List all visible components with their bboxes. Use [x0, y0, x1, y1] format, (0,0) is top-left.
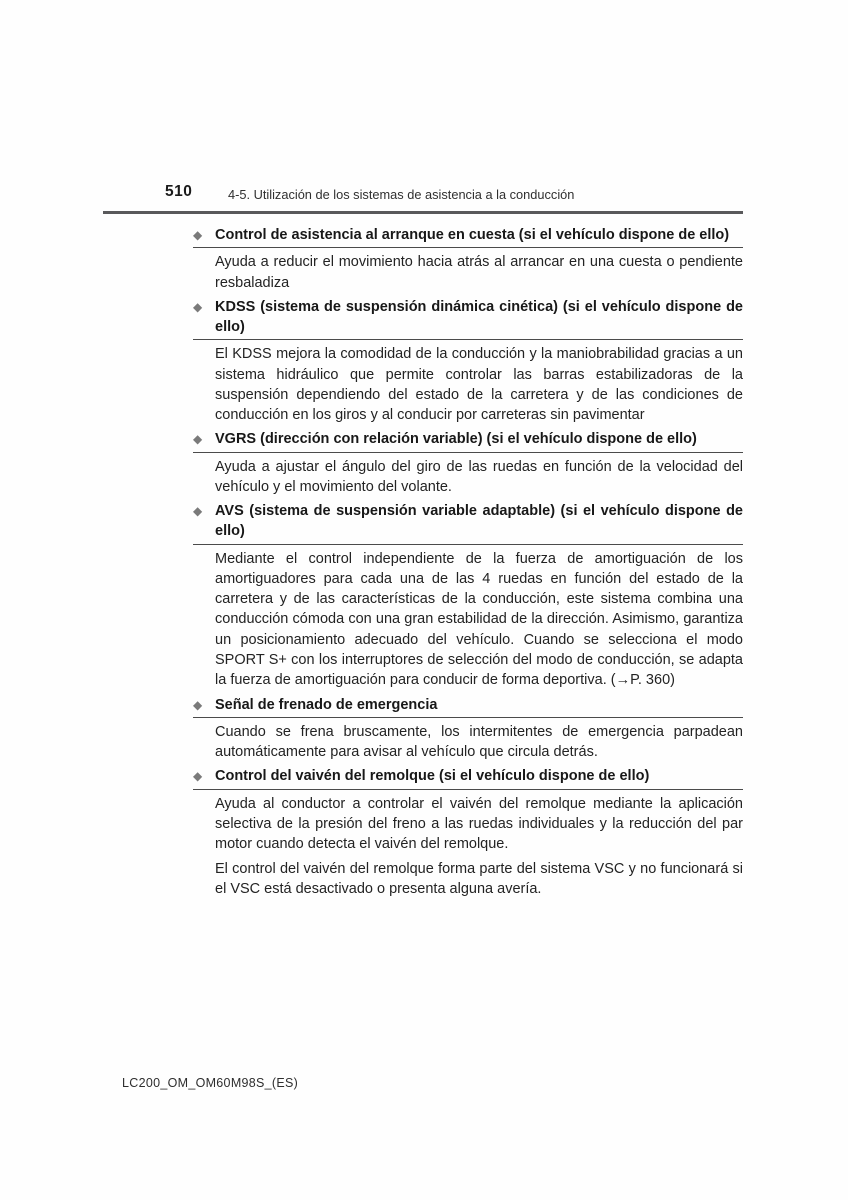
- paragraph: Ayuda al conductor a controlar el vaivén del remolque mediante la aplicación selectiva de la presión del freno a las ruedas individuales y la reducción del par motor cuando detecta el vaivén del remolque.: [215, 795, 743, 853]
- section-body: [215, 344, 743, 425]
- section-heading-text: VGRS (dirección con relación variable) (si el vehículo dispone de ello): [215, 431, 697, 448]
- paragraph: El control del vaivén del remolque forma parte del sistema VSC y no funcionará si el VSC está desactivado o presenta alguna avería.: [215, 860, 743, 897]
- paragraph: Ayuda a reducir el movimiento hacia atrás al arrancar en una cuesta o pendiente resbaladiza: [215, 254, 743, 291]
- diamond-bullet-icon: ◆: [193, 432, 203, 447]
- section-heading: [193, 695, 743, 718]
- manual-section: [193, 695, 743, 763]
- diamond-bullet-icon: ◆: [193, 504, 203, 519]
- paragraph: Cuando se frena bruscamente, los intermitentes de emergencia parpadean automáticamente para avisar al vehículo que circula detrás.: [215, 723, 743, 761]
- section-heading-text: Control del vaivén del remolque (si el vehículo dispone de ello): [215, 768, 650, 785]
- paragraph: El KDSS mejora la comodidad de la conducción y la maniobrabilidad gracias a un sistema hidráulico que permite controlar las barras estabilizadoras de la suspensión dependiendo del estado de la carretera y de las condiciones de conducción en los giros y al conducir por carreteras sin pavimentar: [215, 346, 743, 424]
- section-heading-text: Control de asistencia al arranque en cuesta (si el vehículo dispone de ello): [215, 227, 730, 243]
- section-body: [215, 457, 743, 498]
- content: [193, 225, 743, 899]
- section-heading-text: KDSS (sistema de suspensión dinámica cinética) (si el vehículo dispone de ello): [215, 298, 743, 335]
- diamond-bullet-icon: ◆: [193, 769, 203, 784]
- footer-document-code: LC200_OM_OM60M98S_(ES): [122, 1076, 299, 1090]
- section-body: [215, 252, 743, 293]
- header-rule: [103, 211, 743, 214]
- section-heading: [193, 225, 743, 248]
- section-heading: [193, 429, 743, 452]
- section-heading: [193, 501, 743, 544]
- section-heading: [193, 766, 743, 789]
- section-heading-text: AVS (sistema de suspensión variable adaptable) (si el vehículo dispone de ello): [215, 503, 743, 540]
- paragraph: Mediante el control independiente de la fuerza de amortiguación de los amortiguadores para cada una de las 4 ruedas en función del estado de la carretera y de las características de la conducción, este sistema combina una conducción cómoda con una gran estabilidad de la dirección. Asimismo, garantiza un posicionamiento adecuado del vehículo. Cuando se selecciona el modo SPORT S+ con los interruptores de selección del modo de conducción, se adapta la fuerza de amortiguación para conducir de forma deportiva. (→P. 360): [215, 550, 743, 689]
- section-body: [215, 722, 743, 763]
- manual-section: [193, 501, 743, 690]
- diamond-bullet-icon: ◆: [193, 228, 203, 242]
- chapter-header: 4-5. Utilización de los sistemas de asistencia a la conducción: [228, 187, 575, 202]
- diamond-bullet-icon: ◆: [193, 299, 203, 314]
- manual-section: [193, 297, 743, 426]
- section-heading-text: Señal de frenado de emergencia: [215, 696, 438, 713]
- paragraph: Ayuda a ajustar el ángulo del giro de las ruedas en función de la velocidad del vehículo y el movimiento del volante.: [215, 458, 743, 495]
- manual-section: [193, 429, 743, 497]
- section-body: [215, 549, 743, 691]
- diamond-bullet-icon: ◆: [193, 697, 203, 712]
- manual-section: [193, 225, 743, 293]
- manual-section: [193, 766, 743, 899]
- page-number: 510: [165, 183, 193, 200]
- section-body: [215, 794, 743, 899]
- section-heading: [193, 297, 743, 340]
